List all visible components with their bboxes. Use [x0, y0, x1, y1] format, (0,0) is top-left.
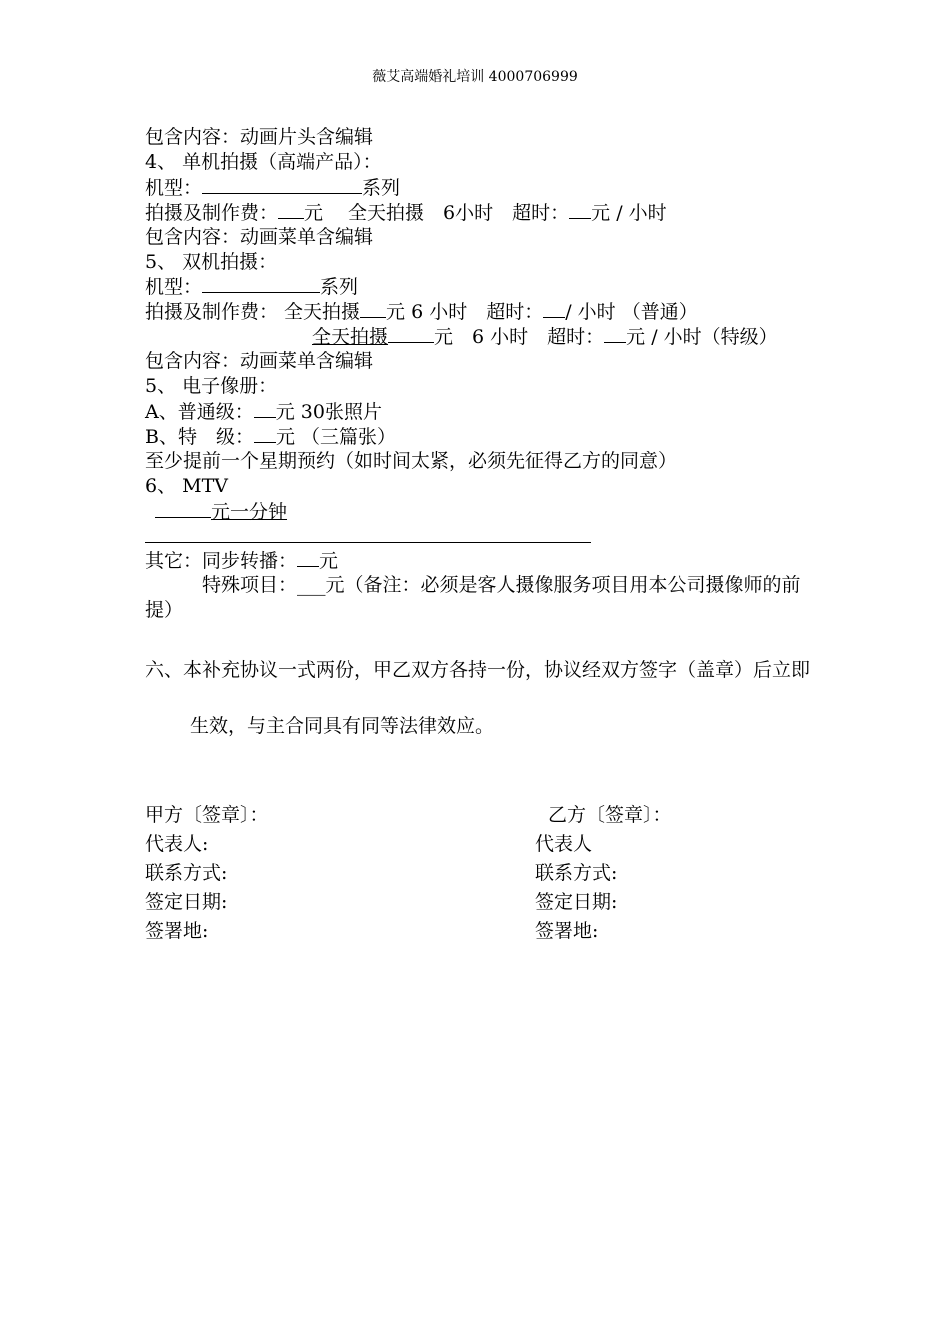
overtime-text: 元 / 小时（特级） — [626, 326, 778, 348]
fee-blank — [360, 299, 386, 318]
divider — [145, 542, 591, 543]
series-label: 系列 — [320, 276, 359, 298]
overtime-blank — [604, 324, 626, 343]
section-heading: 4、 单机拍摄（高端产品）： — [145, 151, 382, 173]
album-text: 元 （三篇张） — [275, 426, 397, 448]
other-line — [145, 548, 338, 573]
model-blank — [202, 175, 362, 194]
party-a-place: 签署地: — [145, 920, 209, 942]
fee-text: 元 全天拍摄 6小时 超时： — [304, 202, 570, 224]
album-text: 元 30张照片 — [275, 401, 382, 423]
all-day-label: 全天拍摄 — [312, 326, 389, 348]
content-line: 包含内容：动画菜单含编辑 — [145, 350, 374, 372]
album-line — [145, 399, 382, 424]
fee-text: 元 6 小时 超时： — [434, 326, 605, 348]
clause-six: 六、本补充协议一式两份，甲乙双方各持一份，协议经双方签字（盖章）后立即 — [145, 659, 811, 681]
party-b-seal: 乙方〔签章〕： — [548, 804, 672, 826]
party-a-contact: 联系方式: — [145, 862, 228, 884]
overtime-text: / 小时 （普通） — [565, 301, 698, 323]
section-heading: 5、 电子像册： — [145, 375, 278, 397]
model-line — [145, 175, 400, 200]
model-label: 机型： — [145, 276, 203, 298]
party-a-representative: 代表人: — [145, 833, 209, 855]
album-line — [145, 424, 396, 449]
album-label: B、特 级： — [145, 426, 254, 448]
clause-six-continued: 生效，与主合同具有同等法律效应。 — [190, 715, 495, 737]
overtime-blank — [569, 200, 591, 219]
content-line: 包含内容：动画片头含编辑 — [145, 126, 374, 148]
other-unit: 元 — [319, 550, 339, 572]
party-b-contact: 联系方式: — [535, 862, 618, 884]
model-line — [145, 274, 358, 299]
price-blank — [254, 424, 276, 443]
party-a-seal: 甲方〔签章〕： — [145, 804, 269, 826]
fee-text: 元 6 小时 超时： — [386, 301, 544, 323]
party-b-date: 签定日期: — [535, 891, 618, 913]
section-heading: 6、 MTV — [145, 475, 228, 497]
fee-line-special — [312, 324, 778, 349]
other-label: 其它：同步转播： — [145, 550, 298, 572]
fee-line — [145, 299, 698, 324]
fee-blank — [388, 324, 434, 343]
note-line: 至少提前一个星期预约（如时间太紧，必须先征得乙方的同意） — [145, 450, 678, 472]
mtv-price: 元一分钟 — [211, 501, 288, 523]
fee-label: 拍摄及制作费： 全天拍摄 — [145, 301, 361, 323]
mtv-line — [145, 499, 287, 524]
overtime-blank — [543, 299, 565, 318]
content-line: 包含内容：动画菜单含编辑 — [145, 226, 374, 248]
fee-blank — [278, 200, 304, 219]
model-blank — [202, 274, 320, 293]
price-blank — [297, 548, 319, 567]
album-label: A、普通级： — [145, 401, 254, 423]
price-blank — [254, 399, 276, 418]
price-blank — [155, 499, 211, 518]
special-item-paragraph: 特殊项目：___元（备注：必须是客人摄像服务项目用本公司摄像师的前提） — [145, 574, 801, 621]
party-b-representative: 代表人 — [535, 833, 593, 855]
page-header: 薇艾高端婚礼培训 4000706999 — [372, 69, 578, 85]
party-b-place: 签署地: — [535, 920, 599, 942]
party-a-date: 签定日期: — [145, 891, 228, 913]
series-label: 系列 — [362, 177, 401, 199]
fee-label: 拍摄及制作费： — [145, 202, 279, 224]
section-heading: 5、 双机拍摄： — [145, 251, 278, 273]
fee-line — [145, 200, 667, 225]
overtime-text: 元 / 小时 — [591, 202, 667, 224]
model-label: 机型： — [145, 177, 203, 199]
